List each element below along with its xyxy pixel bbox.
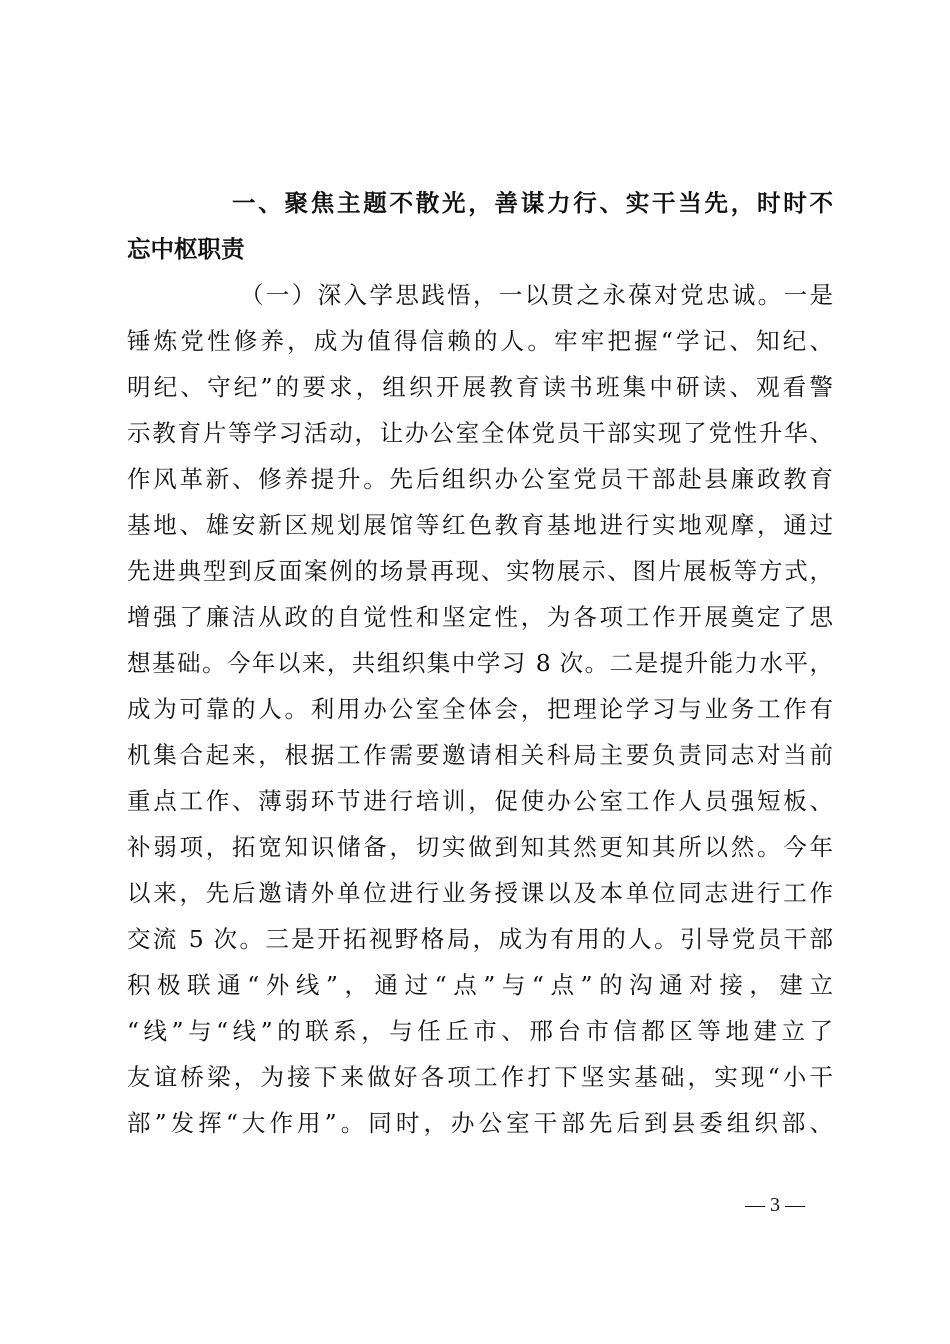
paragraph-line: 成为可靠的人。利用办公室全体会，把理论学习与业务工作有 <box>127 695 833 723</box>
paragraph-line: （一）深入学思践悟，一以贯之永葆对党忠诚。一是 <box>240 281 833 309</box>
paragraph-line: 基地、雄安新区规划展馆等红色教育基地进行实地观摩，通过 <box>127 511 833 539</box>
paragraph-line: 先进典型到反面案例的场景再现、实物展示、图片展板等方式， <box>127 557 833 585</box>
paragraph-line: 增强了廉洁从政的自觉性和坚定性，为各项工作开展奠定了思 <box>127 603 833 631</box>
section-heading-line-1: 一、聚焦主题不散光，善谋力行、实干当先，时时不 <box>232 189 833 217</box>
paragraph-line: 以来，先后邀请外单位进行业务授课以及本单位同志进行工作 <box>127 879 833 907</box>
section-heading-line-2: 忘中枢职责 <box>127 235 245 263</box>
paragraph-line: 锤炼党性修养，成为值得信赖的人。牢牢把握“学记、知纪、 <box>127 327 833 355</box>
page-number: — 3 — <box>745 1194 805 1216</box>
paragraph-line: 想基础。今年以来，共组织集中学习 8 次。二是提升能力水平， <box>127 649 833 677</box>
paragraph-line: “线”与“线”的联系，与任丘市、邢台市信都区等地建立了 <box>127 1017 833 1045</box>
paragraph-line: 补弱项，拓宽知识储备，切实做到知其然更知其所以然。今年 <box>127 833 833 861</box>
paragraph-line: 机集合起来，根据工作需要邀请相关科局主要负责同志对当前 <box>127 741 833 769</box>
paragraph-line: 友谊桥梁，为接下来做好各项工作打下坚实基础，实现“小干 <box>127 1063 833 1091</box>
paragraph-line: 明纪、守纪”的要求，组织开展教育读书班集中研读、观看警 <box>127 373 833 401</box>
paragraph-line: 作风革新、修养提升。先后组织办公室党员干部赴县廉政教育 <box>127 465 833 493</box>
paragraph-line: 积极联通“外线”，通过“点”与“点”的沟通对接，建立 <box>127 971 833 999</box>
paragraph-line: 重点工作、薄弱环节进行培训，促使办公室工作人员强短板、 <box>127 787 833 815</box>
paragraph-line: 交流 5 次。三是开拓视野格局，成为有用的人。引导党员干部 <box>127 925 833 953</box>
paragraph-line: 示教育片等学习活动，让办公室全体党员干部实现了党性升华、 <box>127 419 833 447</box>
paragraph-line: 部”发挥“大作用”。同时，办公室干部先后到县委组织部、 <box>127 1109 833 1137</box>
